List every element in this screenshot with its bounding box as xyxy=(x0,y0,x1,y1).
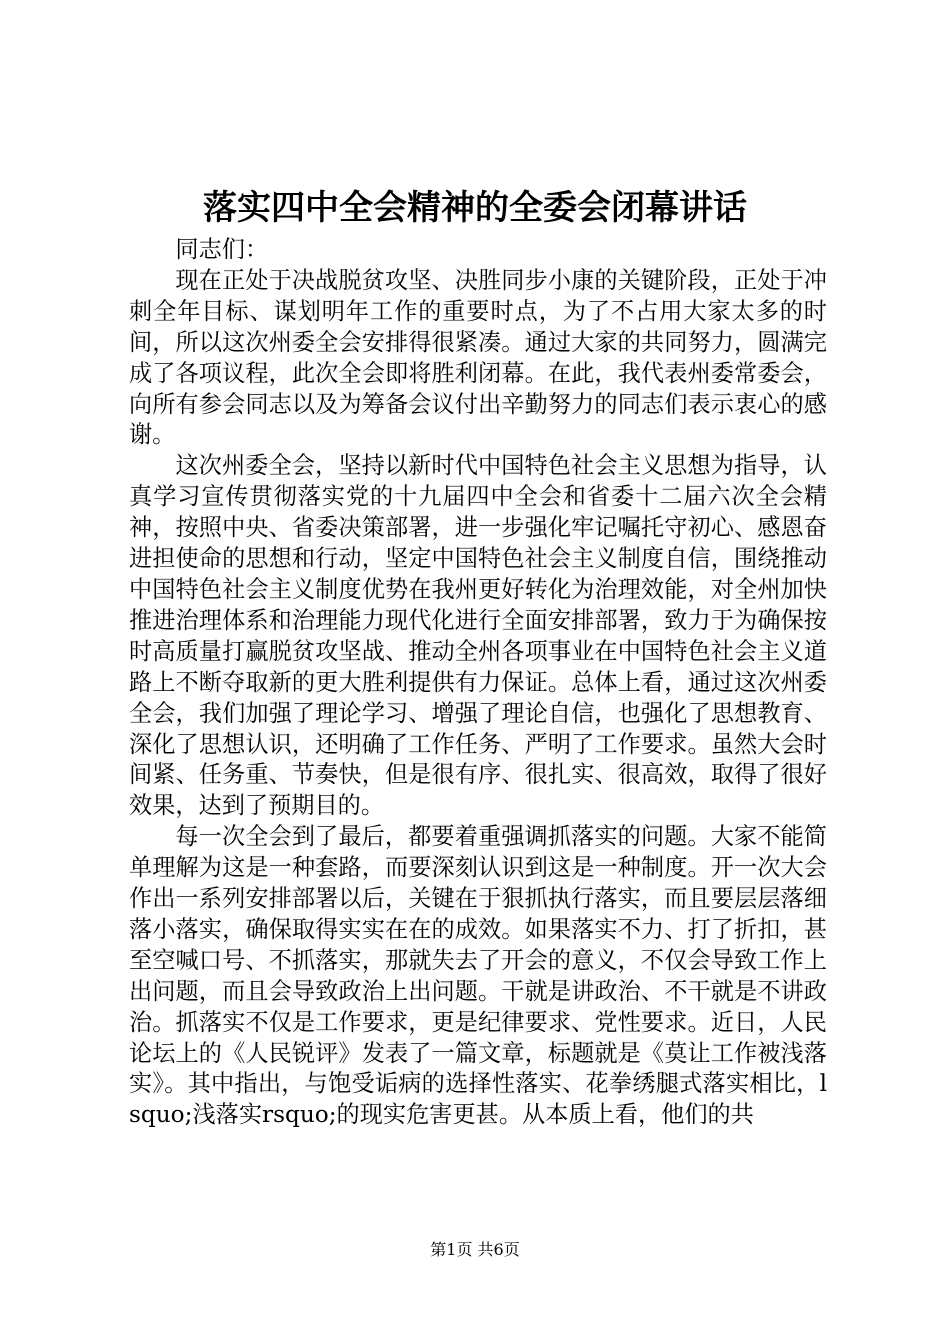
paragraph-2: 这次州委全会，坚持以新时代中国特色社会主义思想为指导，认真学习宣传贯彻落实党的十九届四中全会和省委十二届六次全会精神，按照中央、省委决策部署，进一步强化牢记嘱托守初心、感恩奋进担使命的思想和行动，坚定中国特色社会主义制度自信，围绕推动中国特色社会主义制度优势在我州更好转化为治理效能，对全州加快推进治理体系和治理能力现代化进行全面安排部署，致力于为确保按时高质量打赢脱贫攻坚战、推动全州各项事业在中国特色社会主义道路上不断夺取新的更大胜利提供有力保证。总体上看，通过这次州委全会，我们加强了理论学习、增强了理论自信，也强化了思想教育、深化了思想认识，还明确了工作任务、严明了工作要求。虽然大会时间紧、任务重、节奏快，但是很有序、很扎实、很高效，取得了很好效果，达到了预期目的。 xyxy=(129,452,827,820)
page-footer: 第1页 共6页 xyxy=(430,1240,520,1259)
document-body xyxy=(129,235,827,1131)
salutation: 同志们： xyxy=(175,236,269,263)
document-title: 落实四中全会精神的全委会闭幕讲话 xyxy=(203,188,747,228)
paragraph-1: 现在正处于决战脱贫攻坚、决胜同步小康的关键阶段，正处于冲刺全年目标、谋划明年工作的重要时点，为了不占用大家太多的时间，所以这次州委全会安排得很紧凑。通过大家的共同努力，圆满完成了各项议程，此次全会即将胜利闭幕。在此，我代表州委常委会，向所有参会同志以及为筹备会议付出辛勤努力的同志们表示衷心的感谢。 xyxy=(129,266,827,449)
paragraph-3: 每一次全会到了最后，都要着重强调抓落实的问题。大家不能简单理解为这是一种套路，而要深刻认识到这是一种制度。开一次大会作出一系列安排部署以后，关键在于狠抓执行落实，而且要层层落细落小落实，确保取得实实在在的成效。如果落实不力、打了折扣，甚至空喊口号、不抓落实，那就失去了开会的意义，不仅会导致工作上出问题，而且会导致政治上出问题。干就是讲政治、不干就是不讲政治。抓落实不仅是工作要求，更是纪律要求、党性要求。近日，人民论坛上的《人民锐评》发表了一篇文章，标题就是《莫让工作被浅落实》。其中指出，与饱受诟病的选择性落实、花拳绣腿式落实相比，lsquo;浅落实rsquo;的现实危害更甚。从本质上看，他们的共 xyxy=(129,823,827,1129)
